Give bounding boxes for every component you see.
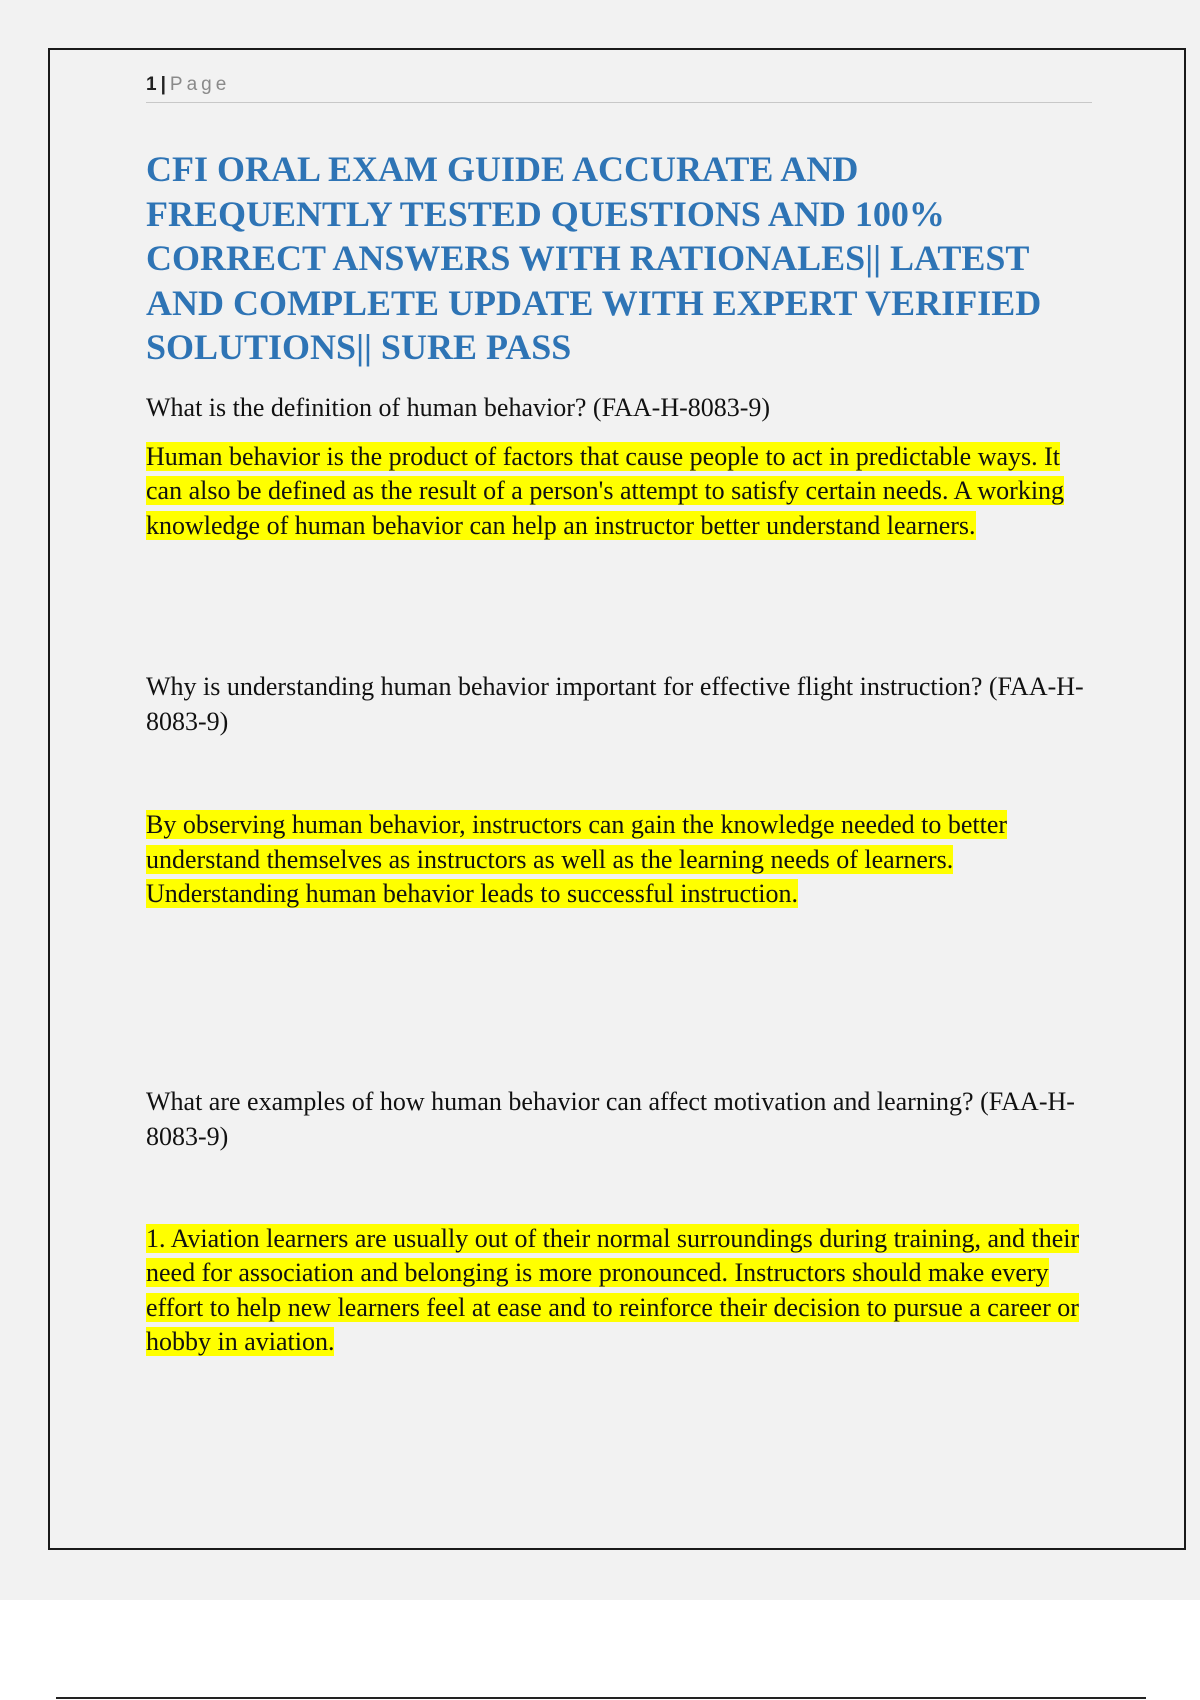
answer-3-text: 1. Aviation learners are usually out of their normal surroundings during training, and their need for association and belonging is more pronounced. Instructors should make every effort to help new learners feel at ease and to reinforce their decision to pursue a career or hobby in aviation. [146, 1223, 1080, 1356]
page-label: Page [169, 74, 231, 95]
page-content [146, 70, 1092, 1360]
answer-1-text: Human behavior is the product of factors that cause people to act in predictable ways. It can also be defined as the result of a person's attempt to satisfy certain needs. A working knowledge of human behavior can help an instructor better understand learners. [146, 441, 1065, 540]
document-title: CFI ORAL EXAM GUIDE ACCURATE AND FREQUENTLY TESTED QUESTIONS AND 100% CORRECT ANSWERS WITH RATIONALES|| LATEST AND COMPLETE UPDATE WITH EXPERT VERIFIED SOLUTIONS|| SURE PASS [146, 149, 1042, 367]
page-separator: | [160, 74, 166, 95]
answer-2 [146, 808, 1092, 912]
question-1: What is the definition of human behavior? (FAA-H-8083-9) [146, 392, 771, 422]
next-page-top-rule [56, 1697, 1146, 1699]
page-header [146, 70, 1092, 103]
answer-2-text: By observing human behavior, instructors can gain the knowledge needed to better understand themselves as instructors as well as the learning needs of learners. Understanding human behavior leads to successful instruction. [146, 810, 1008, 908]
question-3: What are examples of how human behavior can affect motivation and learning? (FAA-H-8083-9) [146, 1086, 1075, 1151]
page-number: 1 [146, 74, 157, 95]
question-2: Why is understanding human behavior important for effective flight instruction? (FAA-H-8083-9) [146, 672, 1084, 736]
answer-1 [146, 440, 1092, 544]
answer-3 [146, 1222, 1092, 1360]
